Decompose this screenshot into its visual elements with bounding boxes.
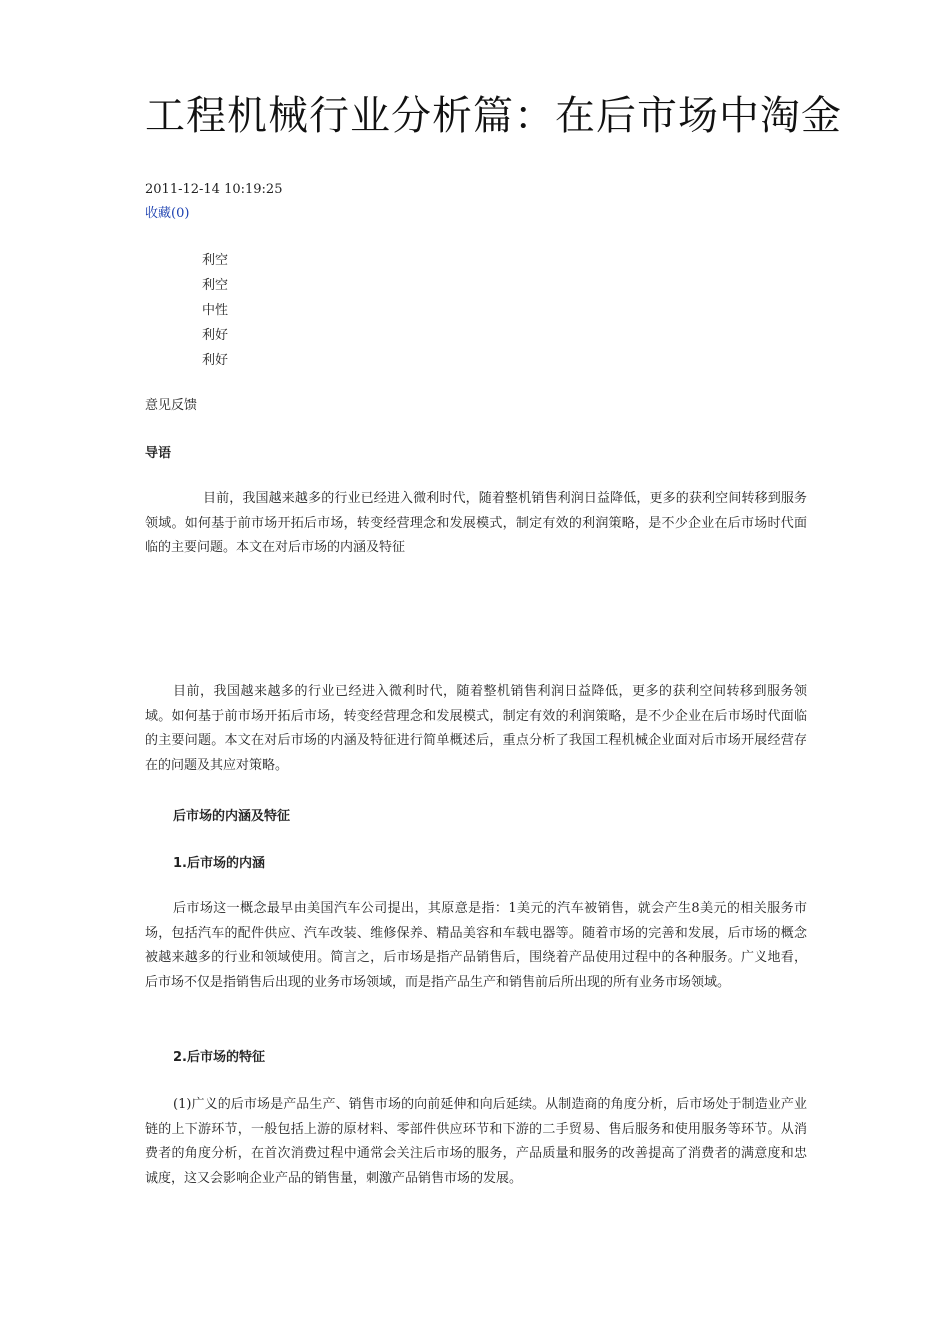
- section-heading: 后市场的内涵及特征: [173, 809, 291, 824]
- subsection-heading: 2.后市场的特征: [173, 1050, 265, 1065]
- body-paragraph: 目前，我国越来越多的行业已经进入微利时代，随着整机销售利润日益降低，更多的获利空间转移到服务领域。如何基于前市场开拓后市场，转变经营理念和发展模式，制定有效的利润策略，是不少企业在后市场时代面临的主要问题。本文在对后市场的内涵及特征进行简单概述后，重点分析了我国工程机械企业面对后市场开展经营存在的问题及其应对策略。: [145, 684, 807, 773]
- rating-option[interactable]: 利好: [202, 328, 229, 343]
- page-title: 工程机械行业分析篇：在后市场中淘金: [145, 93, 842, 139]
- rating-option[interactable]: 中性: [202, 303, 229, 318]
- guide-heading: 导语: [145, 446, 172, 461]
- rating-option[interactable]: 利好: [202, 353, 229, 368]
- feedback-link[interactable]: 意见反馈: [145, 398, 198, 413]
- favorite-link[interactable]: 收藏(0): [145, 206, 190, 221]
- body-paragraph: 后市场这一概念最早由美国汽车公司提出，其原意是指：1美元的汽车被销售，就会产生8美元的相关服务市场，包括汽车的配件供应、汽车改装、维修保养、精品美容和车载电器等。随着市场的完善和发展，后市场的概念被越来越多的行业和领域使用。简言之，后市场是指产品销售后，围绕着产品使用过程中的各种服务。广义地看，后市场不仅是指销售后出现的业务市场领域，而是指产品生产和销售前后所出现的所有业务市场领域。: [145, 901, 807, 990]
- rating-list: [202, 248, 228, 373]
- subsection-heading: 1.后市场的内涵: [173, 856, 265, 871]
- body-paragraph: (1)广义的后市场是产品生产、销售市场的向前延伸和向后延续。从制造商的角度分析，后市场处于制造业产业链的上下游环节，一般包括上游的原材料、零部件供应环节和下游的二手贸易、售后服务和使用服务等环节。从消费者的角度分析，在首次消费过程中通常会关注后市场的服务，产品质量和服务的改善提高了消费者的满意度和忠诚度，这又会影响企业产品的销售量，刺激产品销售市场的发展。: [145, 1097, 807, 1186]
- article-meta: [145, 178, 282, 226]
- rating-option[interactable]: 利空: [202, 278, 229, 293]
- guide-paragraph: 目前，我国越来越多的行业已经进入微利时代，随着整机销售利润日益降低，更多的获利空间转移到服务领域。如何基于前市场开拓后市场，转变经营理念和发展模式，制定有效的利润策略，是不少企业在后市场时代面临的主要问题。本文在对后市场的内涵及特征: [145, 491, 807, 555]
- publish-datetime: 2011-12-14 10:19:25: [145, 182, 283, 197]
- rating-option[interactable]: 利空: [202, 253, 229, 268]
